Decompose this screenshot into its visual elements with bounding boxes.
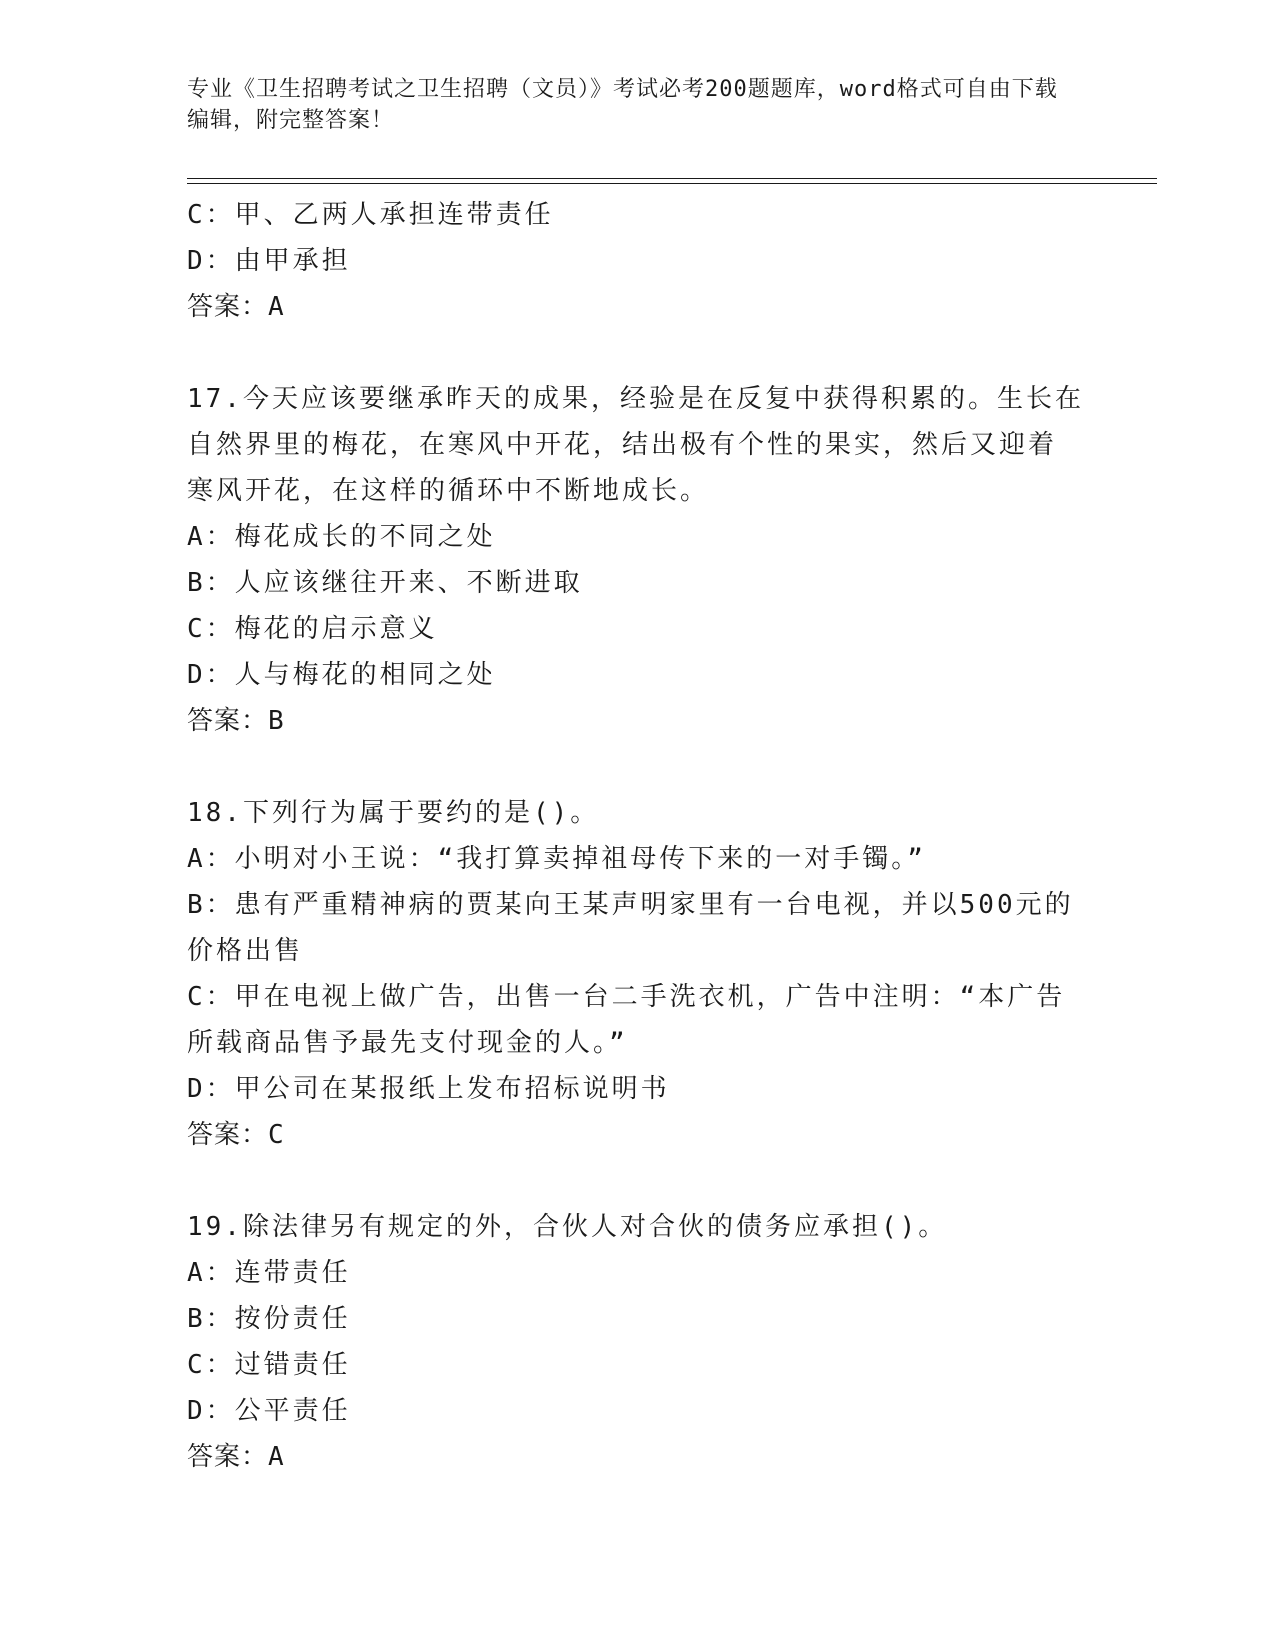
spacer <box>187 744 1087 790</box>
option-d: D：人与梅花的相同之处 <box>187 660 496 690</box>
question-18 <box>187 790 1087 1158</box>
question-stem-line: 自然界里的梅花，在寒风中开花，结出极有个性的果实，然后又迎着 <box>187 430 1058 460</box>
question-17 <box>187 376 1087 744</box>
option-c: C：梅花的启示意义 <box>187 614 438 644</box>
header-divider-bottom <box>187 183 1157 184</box>
question-19 <box>187 1204 1087 1480</box>
document-header <box>187 74 1067 136</box>
option-d: D：甲公司在某报纸上发布招标说明书 <box>187 1074 670 1104</box>
option-c: C：甲、乙两人承担连带责任 <box>187 200 554 230</box>
option-d: D：由甲承担 <box>187 246 351 276</box>
option-c: C：甲在电视上做广告，出售一台二手洗衣机，广告中注明：“本广告 <box>187 982 1066 1012</box>
answer-line: 答案：C <box>187 1120 285 1150</box>
option-b: B：患有严重精神病的贾某向王某声明家里有一台电视，并以500元的 <box>187 890 1074 920</box>
option-a: A：连带责任 <box>187 1258 351 1288</box>
option-b: B：人应该继往开来、不断进取 <box>187 568 583 598</box>
option-c: C：过错责任 <box>187 1350 351 1380</box>
question-stem-line: 17.今天应该要继承昨天的成果，经验是在反复中获得积累的。生长在 <box>187 384 1084 414</box>
continued-question-block <box>187 192 1087 330</box>
header-text: 专业《卫生招聘考试之卫生招聘（文员）》考试必考200题题库，word格式可自由下载编辑，附完整答案！ <box>187 77 1058 133</box>
spacer <box>187 1158 1087 1204</box>
option-b: B：按份责任 <box>187 1304 351 1334</box>
option-b-continuation: 价格出售 <box>187 936 304 966</box>
spacer <box>187 330 1087 376</box>
question-stem-line: 18.下列行为属于要约的是()。 <box>187 798 600 828</box>
option-a: A：小明对小王说：“我打算卖掉祖母传下来的一对手镯。” <box>187 844 926 874</box>
header-divider-top <box>187 178 1157 179</box>
answer-line: 答案：A <box>187 1442 285 1472</box>
question-content <box>187 192 1087 1480</box>
answer-line: 答案：A <box>187 292 285 322</box>
question-stem-line: 19.除法律另有规定的外，合伙人对合伙的债务应承担()。 <box>187 1212 948 1242</box>
option-d: D：公平责任 <box>187 1396 351 1426</box>
answer-line: 答案：B <box>187 706 285 736</box>
option-c-continuation: 所载商品售予最先支付现金的人。” <box>187 1028 628 1058</box>
question-stem-line: 寒风开花，在这样的循环中不断地成长。 <box>187 476 710 506</box>
option-a: A：梅花成长的不同之处 <box>187 522 496 552</box>
